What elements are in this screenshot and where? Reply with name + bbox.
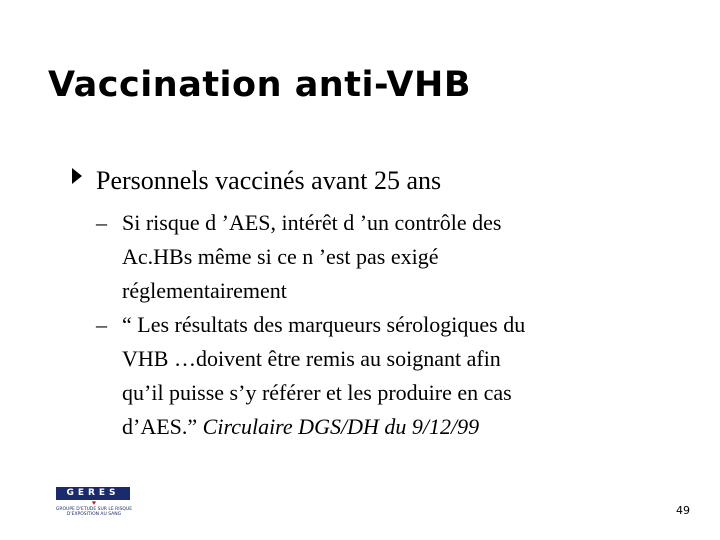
- sub-bullet-line: qu’il puisse s’y référer et les produire en cas: [122, 380, 512, 405]
- sub-bullet-line: Ac.HBs même si ce n ’est pas exigé: [122, 244, 439, 269]
- geres-logo: [54, 487, 134, 517]
- sub-bullet-line-last: [122, 410, 656, 444]
- dash-bullet: –: [96, 312, 107, 337]
- logo-subtitle-line: D'EXPOSITION AU SANG: [66, 512, 122, 517]
- slide-title: Vaccination anti-VHB: [48, 65, 471, 105]
- sub-bullet-list: [96, 206, 656, 444]
- quote-end-text: d’AES.”: [122, 414, 203, 439]
- heart-icon: ♥: [91, 499, 97, 507]
- sub-bullet-line: “ Les résultats des marqueurs sérologiques du: [122, 312, 526, 337]
- sub-bullet-line: Si risque d ’AES, intérêt d ’un contrôle des: [122, 210, 502, 235]
- logo-wordmark: GERES: [56, 487, 130, 500]
- sub-bullet-item: [96, 308, 656, 444]
- sub-bullet-item: [96, 206, 656, 308]
- citation-text: Circulaire DGS/DH du 9/12/99: [202, 414, 480, 439]
- triangle-bullet-icon: [72, 168, 82, 184]
- logo-subtitle-line: GROUPE D'ETUDE SUR LE RISQUE: [55, 507, 133, 512]
- page-number: 49: [676, 504, 690, 517]
- bullet-text: Personnels vaccinés avant 25 ans: [96, 166, 442, 195]
- dash-bullet: –: [96, 210, 107, 235]
- sub-bullet-line: réglementairement: [122, 278, 287, 303]
- bullet-item: [64, 164, 441, 198]
- sub-bullet-line: VHB …doivent être remis au soignant afin: [122, 346, 501, 371]
